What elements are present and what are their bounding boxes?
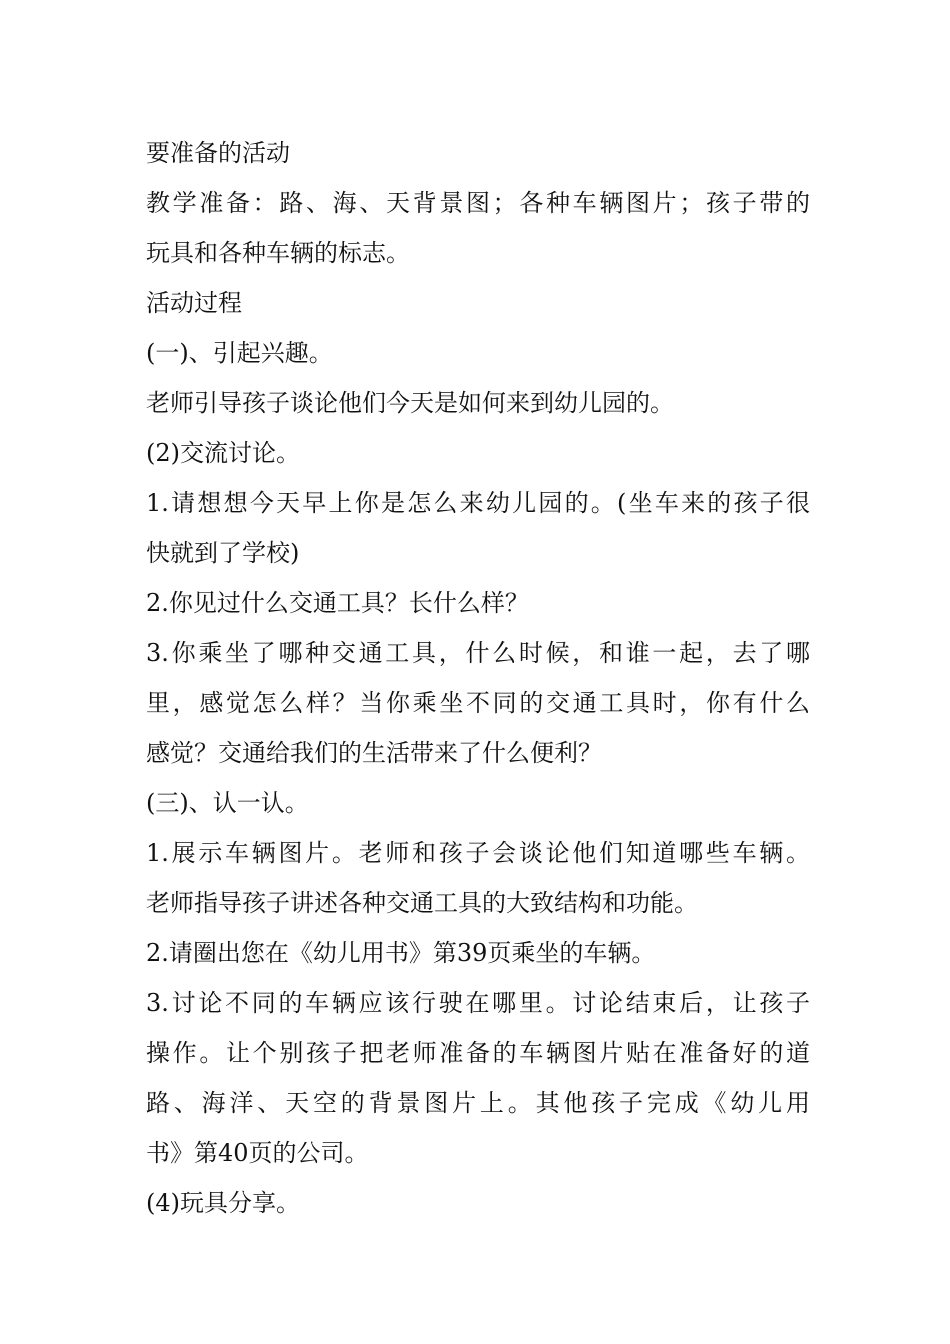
text-line: (2)交流讨论。: [146, 439, 300, 467]
text-line: 教学准备：路、海、天背景图；各种车辆图片；孩子带的: [146, 189, 810, 217]
text-line: 书》第40页的公司。: [146, 1139, 369, 1167]
text-line: 3.你乘坐了哪种交通工具，什么时候，和谁一起，去了哪: [146, 639, 810, 667]
text-line: (三)、认一认。: [146, 789, 309, 817]
text-line: 2.请圈出您在《幼儿用书》第39页乘坐的车辆。: [146, 939, 656, 967]
text-line: 老师指导孩子讲述各种交通工具的大致结构和功能。: [146, 889, 698, 917]
text-line: 路、海洋、天空的背景图片上。其他孩子完成《幼儿用: [146, 1089, 810, 1117]
text-line: 2.你见过什么交通工具？长什么样？: [146, 589, 529, 617]
text-line: 老师引导孩子谈论他们今天是如何来到幼儿园的。: [146, 389, 674, 417]
text-line: (4)玩具分享。: [146, 1189, 300, 1217]
text-line: 快就到了学校): [146, 539, 300, 567]
text-line: (一)、引起兴趣。: [146, 339, 333, 367]
document-body: [146, 128, 810, 1228]
text-line: 感觉？交通给我们的生活带来了什么便利？: [146, 739, 602, 767]
text-line: 玩具和各种车辆的标志。: [146, 239, 410, 267]
text-line: 1.展示车辆图片。老师和孩子会谈论他们知道哪些车辆。: [146, 839, 810, 867]
text-line: 要准备的活动: [146, 139, 290, 167]
text-line: 操作。让个别孩子把老师准备的车辆图片贴在准备好的道: [146, 1039, 810, 1067]
text-line: 活动过程: [146, 289, 242, 317]
text-line: 1.请想想今天早上你是怎么来幼儿园的。(坐车来的孩子很: [146, 489, 810, 517]
text-line: 里，感觉怎么样？当你乘坐不同的交通工具时，你有什么: [146, 689, 810, 717]
text-line: 3.讨论不同的车辆应该行驶在哪里。讨论结束后，让孩子: [146, 989, 810, 1017]
